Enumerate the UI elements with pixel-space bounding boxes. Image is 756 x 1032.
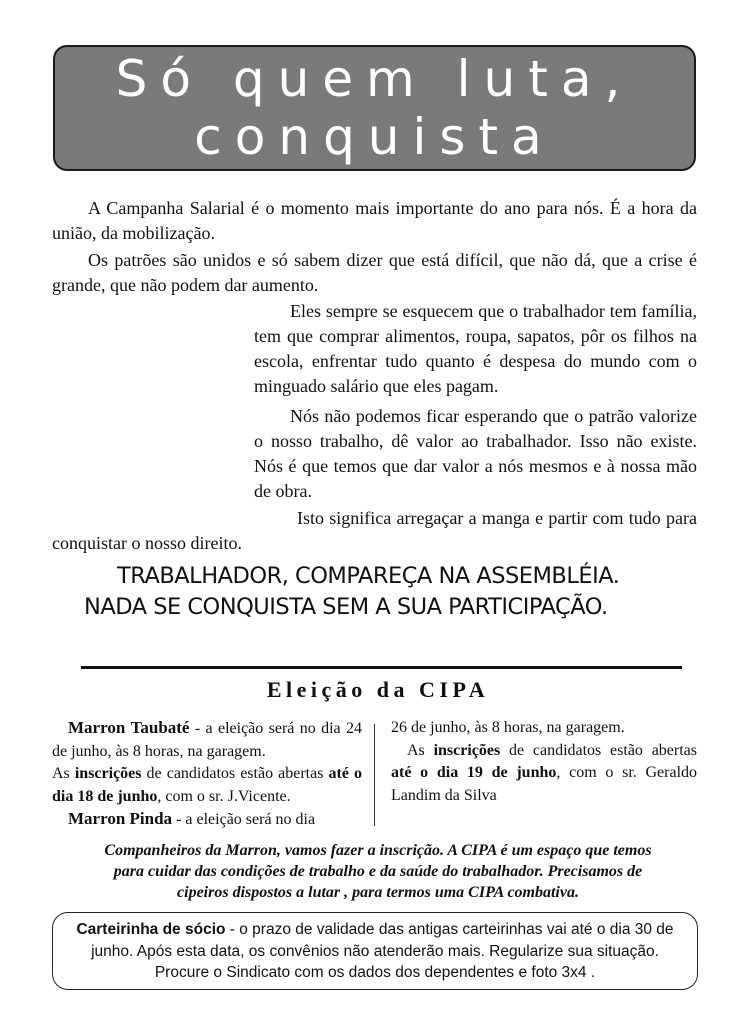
cipa-appeal: Companheiros da Marron, vamos fazer a inscrição. A CIPA é um espaço que temos para cuidar das condições de trabalho e da saúde do trabalhador. Precisamos de cipeiros dispostos a lutar , para termos uma CIPA combativa. [104, 842, 652, 901]
headline-line-1: Só quem luta, [115, 50, 634, 108]
article-paragraph-2: Os patrões são unidos e só sabem dizer que está difícil, que não dá, que a crise é grande, que não podem dar aumento. [52, 250, 697, 295]
notice-heading: Carteirinha de sócio [76, 921, 226, 938]
pinda-election-continued: 26 de junho, às 8 horas, na garagem. [391, 719, 625, 736]
cipa-section-title: Eleição da CIPA [266, 677, 490, 702]
column-divider [374, 724, 375, 826]
article-paragraph-3: Eles sempre se esquecem que o trabalhador tem família, tem que comprar alimentos, roupa, sapatos, pôr os filhos na escola, enfrentar tudo quanto é despesa do mundo com o minguado salário que eles pagam. [254, 301, 697, 396]
cipa-left-column [52, 717, 362, 832]
headline-line-2: conquista [194, 108, 555, 166]
taubate-election: Marron Taubaté - a eleição será no dia 24 de junho, às 8 horas, na garagem. [52, 718, 363, 760]
callout-line-1: TRABALHADOR, COMPAREÇA NA ASSEMBLÉIA. [117, 563, 620, 589]
cipa-right-column [391, 717, 697, 807]
membership-card-notice [52, 912, 698, 990]
article-paragraph-1: A Campanha Salarial é o momento mais importante do ano para nós. É a hora da união, da mobilização. [52, 198, 697, 243]
pinda-election: Marron Pinda - a eleição será no dia [68, 809, 316, 828]
notice-text: - o prazo de validade das antigas carteirinhas vai até o dia 30 de junho. Após esta data, os convênios não atenderão mais. Regularize sua situação. Procure o Sindicato com os dados dos dependentes e foto 3x4 . [91, 921, 674, 981]
headline-banner [53, 45, 696, 171]
article-paragraph-5: Isto significa arregaçar a manga e partir com tudo para conquistar o nosso direito. [52, 508, 697, 553]
article-paragraph-4: Nós não podemos ficar esperando que o patrão valorize o nosso trabalho, dê valor ao trabalhador. Isso não existe. Nós é que temos que dar valor a nós mesmos e à nossa mão de obra. [254, 406, 697, 501]
callout-line-2: NADA SE CONQUISTA SEM A SUA PARTICIPAÇÃO. [84, 594, 608, 620]
section-divider [81, 666, 682, 669]
pinda-registration: As inscrições de candidatos estão abertas até o dia 19 de junho, com o sr. Geraldo Landim da Silva [391, 741, 698, 804]
taubate-registration: As inscrições de candidatos estão abertas até o dia 18 de junho, com o sr. J.Vicente. [52, 765, 363, 805]
